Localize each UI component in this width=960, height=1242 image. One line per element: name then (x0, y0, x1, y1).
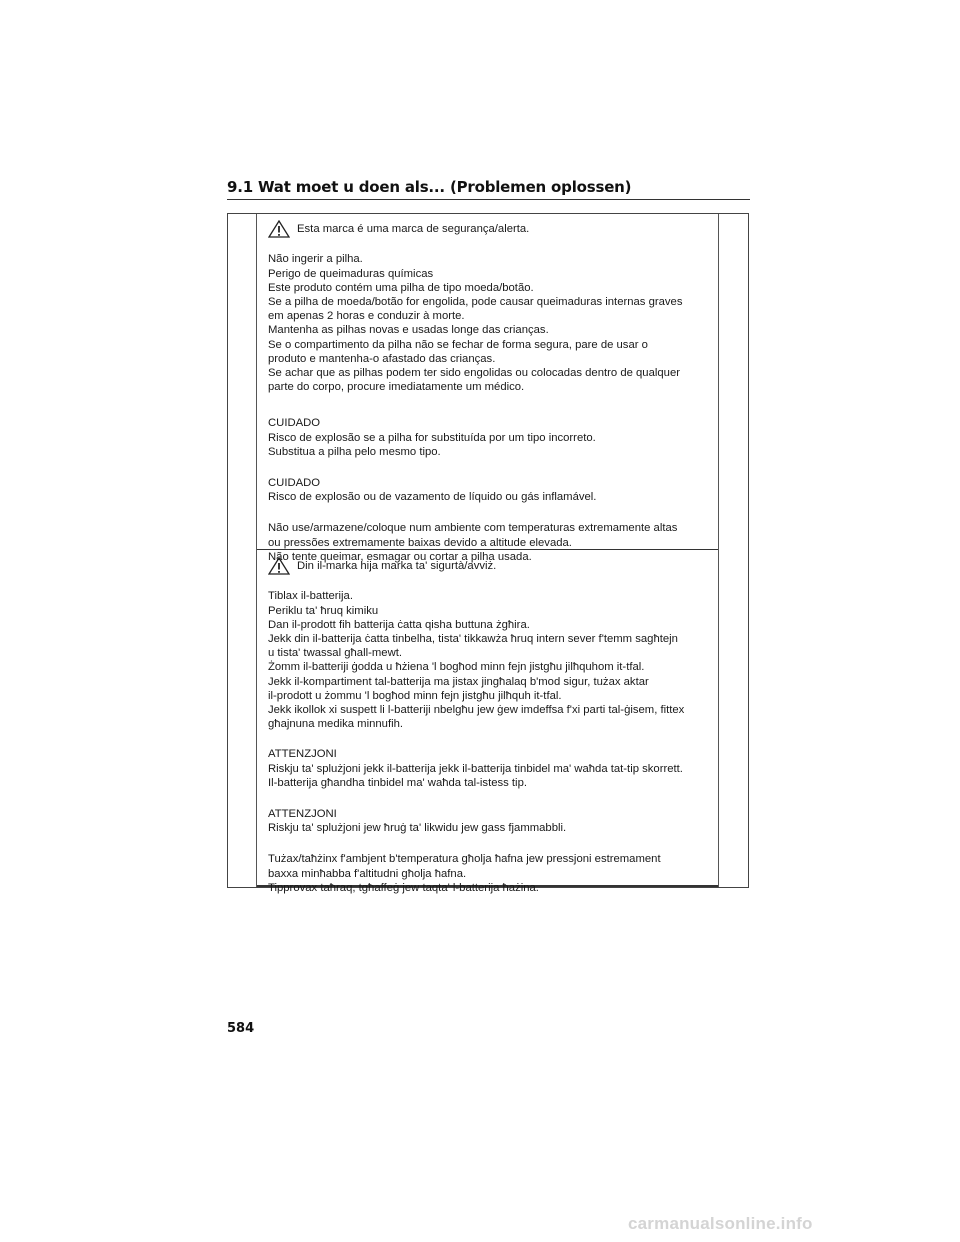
warning-text: Din il-marka hija marka ta' sigurtà/avviż. (297, 559, 497, 572)
text-line: Riskju ta' splużjoni jekk il-batterija jekk il-batterija tinbidel ma' waħda tat-tip skorrett. (268, 762, 683, 775)
text-block (268, 476, 718, 504)
warning-triangle-icon (268, 557, 290, 575)
text-line: Risco de explosão ou de vazamento de líquido ou gás inflamável. (268, 491, 597, 504)
text-block (268, 852, 718, 895)
text-block (268, 747, 718, 790)
warning-line (268, 557, 718, 575)
text-block (268, 807, 718, 835)
frame-divider-right (718, 214, 719, 887)
text-block (268, 252, 718, 394)
text-block (268, 416, 718, 459)
watermark: carmanualsonline.info (628, 1214, 813, 1233)
text-line: Tiblax il-batterija. (268, 590, 353, 603)
caution-heading: ATTENZJONI (268, 748, 337, 761)
text-line: Jekk il-kompartiment tal-batterija ma jistax jingħalaq b'mod sigur, tużax aktar (268, 675, 649, 688)
text-line: u tista' twassal għall-mewt. (268, 647, 403, 660)
text-line: Se achar que as pilhas podem ter sido engolidas ou colocadas dentro de qualquer (268, 367, 680, 380)
caution-heading: CUIDADO (268, 477, 321, 490)
text-line: Dan il-prodott fih batterija ċatta qisha buttuna żgħira. (268, 618, 530, 631)
text-line: Se o compartimento da pilha não se fechar de forma segura, pare de usar o (268, 338, 648, 351)
text-line: Riskju ta' splużjoni jew ħruġ ta' likwidu jew gass fjammabbli. (268, 822, 567, 835)
caution-heading: ATTENZJONI (268, 808, 337, 821)
text-line: Substitua a pilha pelo mesmo tipo. (268, 445, 441, 458)
text-line: Risco de explosão se a pilha for substituída por um tipo incorreto. (268, 431, 596, 444)
text-line: Se a pilha de moeda/botão for engolida, pode causar queimaduras internas graves (268, 296, 683, 308)
text-line: Periklu ta' ħruq kimiku (268, 604, 379, 617)
text-line: Não tente queimar, esmagar ou cortar a pilha usada. (268, 550, 532, 563)
text-line: parte do corpo, procure imediatamente um médico. (268, 381, 525, 394)
text-line: Mantenha as pilhas novas e usadas longe das crianças. (268, 324, 549, 337)
warning-triangle-icon (268, 220, 290, 238)
text-line: Não ingerir a pilha. (268, 253, 363, 266)
text-line: Não use/armazene/coloque num ambiente com temperaturas extremamente altas (268, 522, 678, 535)
notice-box-portuguese (257, 214, 718, 563)
text-line: em apenas 2 horas e conduzir à morte. (268, 310, 465, 323)
text-line: Żomm il-batteriji ġodda u ħżiena 'l bogħod minn fejn jistgħu jilħquhom it-tfal. (268, 661, 645, 674)
text-line: għajnuna medika minnufih. (268, 718, 404, 731)
text-line: Jekk din il-batterija ċatta tinbelha, tista' tikkawża ħruq intern sever f'temm sagħtejn (268, 633, 678, 645)
text-line: Tipprovax taħraq, tgħaffeġ jew taqta' l-batterija ħażina. (268, 881, 539, 894)
text-line: Tużax/taħżinx f'ambjent b'temperatura għolja ħafna jew pressjoni estremament (268, 853, 661, 866)
text-line: Il-batterija għandha tinbidel ma' waħda tal-istess tip. (268, 776, 527, 789)
text-line: il-prodott u żommu 'l bogħod minn fejn jistgħu jilħquh it-tfal. (268, 689, 562, 702)
text-line: produto e mantenha-o afastado das crianças. (268, 352, 496, 365)
text-line: baxxa minħabba f'altitudni għolja ħafna. (268, 867, 467, 880)
text-block (268, 589, 718, 731)
notice-box-maltese (257, 551, 718, 894)
header-rule (227, 199, 750, 200)
text-line: Este produto contém uma pilha de tipo moeda/botão. (268, 281, 534, 294)
text-line: Perigo de queimaduras químicas (268, 267, 434, 280)
section-title: 9.1 Wat moet u doen als... (Problemen oplossen) (227, 178, 632, 196)
warning-text: Esta marca é uma marca de segurança/alerta. (297, 222, 530, 235)
caution-heading: CUIDADO (268, 417, 321, 430)
text-line: ou pressões extremamente baixas devido a altitude elevada. (268, 536, 572, 549)
page-number: 584 (227, 1021, 255, 1036)
text-line: Jekk ikollok xi suspett li l-batteriji nbelgħu jew ġew imdeffsa f'xi parti tal-ġisem, fittex (268, 704, 685, 717)
warning-line (268, 220, 718, 238)
